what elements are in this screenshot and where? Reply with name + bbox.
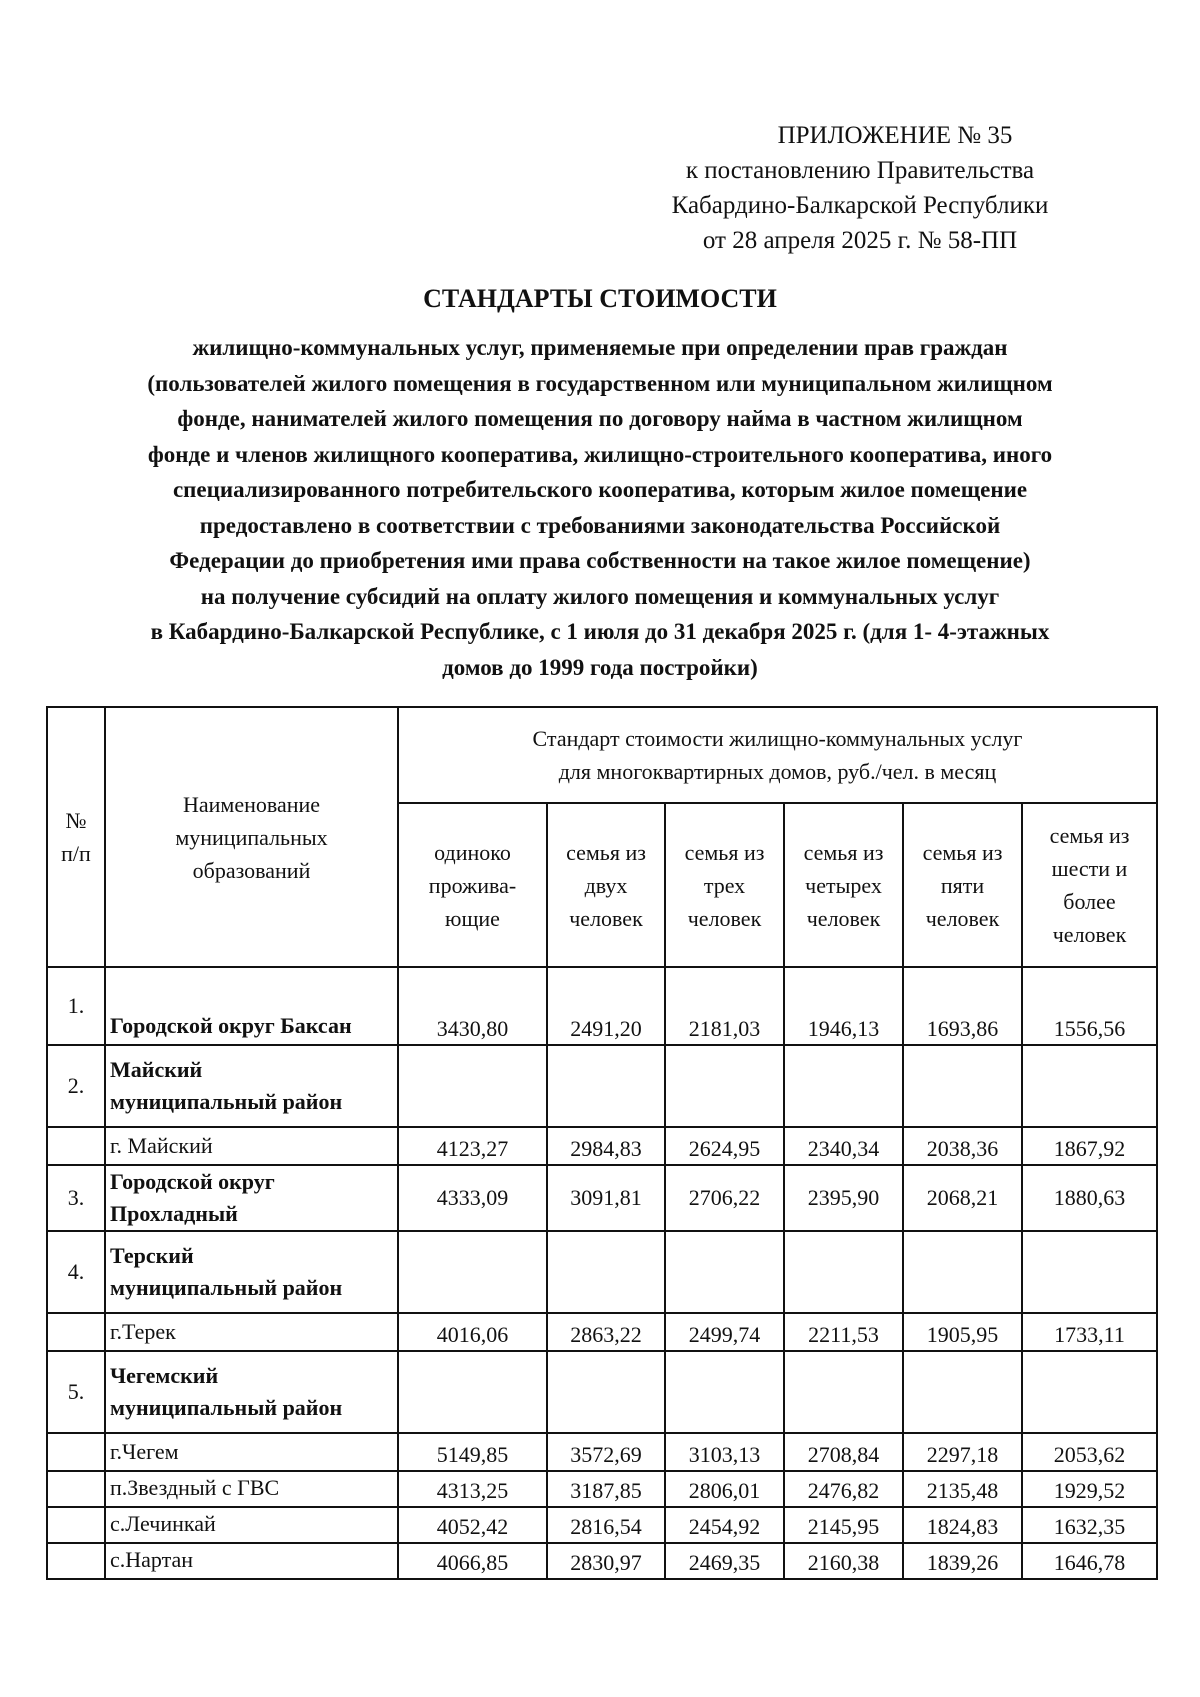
row-number: 2. (47, 1045, 105, 1127)
municipality-name: Городской округ Баксан (105, 967, 398, 1045)
cost-value: 2181,03 (665, 967, 784, 1045)
cost-value: 2211,53 (784, 1313, 903, 1351)
cost-value: 1946,13 (784, 967, 903, 1045)
cost-value (1022, 1351, 1157, 1433)
municipality-name: с.Нартан (105, 1543, 398, 1579)
annex-block (600, 118, 1120, 258)
row-number (47, 1313, 105, 1351)
cost-value: 4016,06 (398, 1313, 547, 1351)
table-row (47, 1351, 1157, 1433)
municipality-name: с.Лечинкай (105, 1507, 398, 1543)
table-row (47, 1471, 1157, 1507)
municipality-name: Чегемский муниципальный район (105, 1351, 398, 1433)
annex-date: от 28 апреля 2025 г. № 58-ПП (702, 227, 1018, 254)
cost-value: 5149,85 (398, 1433, 547, 1471)
subtitle-line: в Кабардино-Балкарской Республике, с 1 июля до 31 декабря 2025 г. (для 1- 4-этажных (150, 619, 1050, 644)
cost-value: 2454,92 (665, 1507, 784, 1543)
cost-value: 2806,01 (665, 1471, 784, 1507)
cost-value: 2816,54 (547, 1507, 665, 1543)
annex-number: ПРИЛОЖЕНИЕ № 35 (777, 122, 1013, 149)
cost-value (547, 1351, 665, 1433)
cost-value: 2863,22 (547, 1313, 665, 1351)
municipality-name: г. Майский (105, 1127, 398, 1165)
cost-value: 1693,86 (903, 967, 1022, 1045)
subtitle-line: Федерации до приобретения ими права собственности на такое жилое помещение) (169, 548, 1031, 573)
cost-value: 1824,83 (903, 1507, 1022, 1543)
cost-value (903, 1351, 1022, 1433)
cost-value (398, 1231, 547, 1313)
municipality-name: п.Звездный с ГВС (105, 1471, 398, 1507)
cost-value: 2624,95 (665, 1127, 784, 1165)
row-number: 5. (47, 1351, 105, 1433)
cost-value: 2830,97 (547, 1543, 665, 1579)
table-body (47, 967, 1157, 1579)
table-header (47, 707, 1157, 967)
cost-value: 2706,22 (665, 1165, 784, 1231)
cost-value (398, 1045, 547, 1127)
cost-value: 2395,90 (784, 1165, 903, 1231)
municipality-name: Майский муниципальный район (105, 1045, 398, 1127)
table-row (47, 1433, 1157, 1471)
subtitle-line: специализированного потребительского кооператива, которым жилое помещение (172, 477, 1028, 502)
cost-value (665, 1351, 784, 1433)
table-row (47, 1507, 1157, 1543)
document-title: СТАНДАРТЫ СТОИМОСТИ (423, 284, 777, 313)
header-household-column: одиноко прожива- ющие (398, 803, 547, 967)
row-number: 1. (47, 967, 105, 1045)
cost-value: 3103,13 (665, 1433, 784, 1471)
cost-value: 1839,26 (903, 1543, 1022, 1579)
subtitle-line: (пользователей жилого помещения в государственном или муниципальном жилищном (147, 370, 1053, 396)
cost-value: 4066,85 (398, 1543, 547, 1579)
header-municipality: Наименование муниципальных образований (105, 707, 398, 967)
cost-value: 4333,09 (398, 1165, 547, 1231)
cost-value: 2708,84 (784, 1433, 903, 1471)
cost-value: 1929,52 (1022, 1471, 1157, 1507)
subtitle-line: предоставлено в соответствии с требованиями законодательства Российской (199, 512, 1001, 538)
municipality-name: г.Чегем (105, 1433, 398, 1471)
cost-value: 1880,63 (1022, 1165, 1157, 1231)
table-row (47, 967, 1157, 1045)
table-row (47, 1165, 1157, 1231)
row-number: 3. (47, 1165, 105, 1231)
cost-value: 4313,25 (398, 1471, 547, 1507)
cost-value (784, 1231, 903, 1313)
cost-value: 2491,20 (547, 967, 665, 1045)
row-number (47, 1507, 105, 1543)
cost-value (398, 1351, 547, 1433)
cost-value: 2499,74 (665, 1313, 784, 1351)
cost-value (903, 1045, 1022, 1127)
header-household-column: семья из трех человек (665, 803, 784, 967)
annex-government: Кабардино-Балкарской Республики (671, 192, 1049, 219)
subtitle-line: фонде, нанимателей жилого помещения по договору найма в частном жилищном (177, 406, 1023, 431)
row-number: 4. (47, 1231, 105, 1313)
header-cost-standard-group: Стандарт стоимости жилищно-коммунальных услуг для многоквартирных домов, руб./чел. в месяц (398, 707, 1157, 803)
municipality-name: г.Терек (105, 1313, 398, 1351)
cost-value: 2160,38 (784, 1543, 903, 1579)
cost-value: 1867,92 (1022, 1127, 1157, 1165)
row-number (47, 1433, 105, 1471)
cost-value: 3091,81 (547, 1165, 665, 1231)
cost-value: 2476,82 (784, 1471, 903, 1507)
cost-value (784, 1045, 903, 1127)
table-row (47, 1127, 1157, 1165)
cost-value (1022, 1045, 1157, 1127)
table-row (47, 1543, 1157, 1579)
municipality-name: Терский муниципальный район (105, 1231, 398, 1313)
cost-value (547, 1045, 665, 1127)
cost-value (1022, 1231, 1157, 1313)
cost-value: 2038,36 (903, 1127, 1022, 1165)
header-household-column: семья из четырех человек (784, 803, 903, 967)
subtitle-line: фонде и членов жилищного кооператива, жилищно-строительного кооператива, иного (147, 441, 1053, 467)
header-household-column: семья из пяти человек (903, 803, 1022, 967)
cost-value: 1556,56 (1022, 967, 1157, 1045)
row-number (47, 1543, 105, 1579)
cost-value (784, 1351, 903, 1433)
cost-value (903, 1231, 1022, 1313)
cost-value: 2469,35 (665, 1543, 784, 1579)
cost-value (665, 1045, 784, 1127)
table-row (47, 1313, 1157, 1351)
cost-value: 2145,95 (784, 1507, 903, 1543)
cost-value: 1646,78 (1022, 1543, 1157, 1579)
document-subtitle (40, 330, 1160, 685)
cost-value: 2068,21 (903, 1165, 1022, 1231)
header-number: № п/п (47, 707, 105, 967)
cost-value: 1733,11 (1022, 1313, 1157, 1351)
cost-value: 3187,85 (547, 1471, 665, 1507)
table-row (47, 1231, 1157, 1313)
cost-value: 2340,34 (784, 1127, 903, 1165)
cost-value: 2984,83 (547, 1127, 665, 1165)
subtitle-line: домов до 1999 года постройки) (442, 654, 758, 680)
header-household-column: семья из двух человек (547, 803, 665, 967)
cost-value: 1905,95 (903, 1313, 1022, 1351)
cost-value: 1632,35 (1022, 1507, 1157, 1543)
cost-value (547, 1231, 665, 1313)
municipality-name: Городской округ Прохладный (105, 1165, 398, 1231)
cost-value: 2135,48 (903, 1471, 1022, 1507)
cost-value: 3572,69 (547, 1433, 665, 1471)
subtitle-line: на получение субсидий на оплату жилого помещения и коммунальных услуг (200, 583, 1000, 609)
cost-value: 4123,27 (398, 1127, 547, 1165)
table-row (47, 1045, 1157, 1127)
row-number (47, 1471, 105, 1507)
cost-value: 2053,62 (1022, 1433, 1157, 1471)
cost-value (665, 1231, 784, 1313)
row-number (47, 1127, 105, 1165)
header-household-column: семья из шести и более человек (1022, 803, 1157, 967)
subtitle-line: жилищно-коммунальных услуг, применяемые при определении прав граждан (192, 335, 1008, 360)
cost-value: 3430,80 (398, 967, 547, 1045)
cost-value: 4052,42 (398, 1507, 547, 1543)
cost-standards-table (46, 706, 1158, 1580)
annex-resolution: к постановлению Правительства (685, 157, 1035, 184)
cost-value: 2297,18 (903, 1433, 1022, 1471)
